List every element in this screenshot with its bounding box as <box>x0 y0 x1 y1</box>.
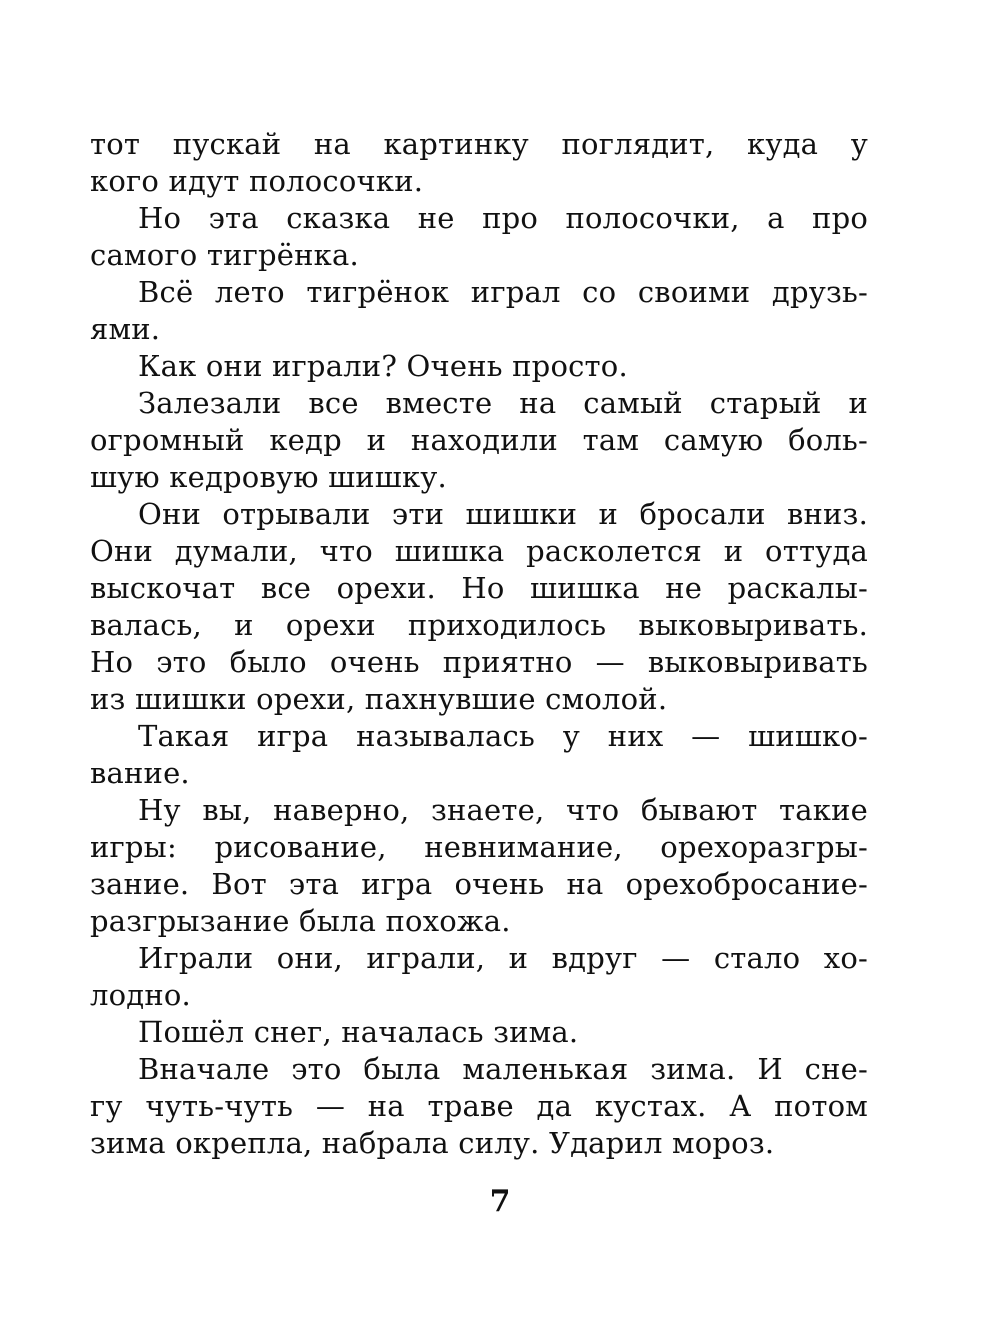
page-number: 7 <box>489 1184 511 1219</box>
text-line: Всё лето тигрёнок играл со своими друзь- <box>138 275 868 309</box>
text-line: огромный кедр и находили там самую боль- <box>90 423 868 457</box>
text-line: кого идут полосочки. <box>90 164 424 198</box>
text-line: самого тигрёнка. <box>90 238 359 272</box>
text-line: выскочат все орехи. Но шишка не раскалы- <box>90 571 868 605</box>
text-line: гу чуть-чуть — на траве да кустах. А потом <box>90 1089 868 1123</box>
text-line: Вначале это была маленькая зима. И сне- <box>138 1052 868 1086</box>
text-line: из шишки орехи, пахнувшие смолой. <box>90 682 668 716</box>
text-line: Но это было очень приятно — выковыривать <box>90 645 868 679</box>
text-line: лодно. <box>90 978 191 1012</box>
text-line: зима окрепла, набрала силу. Ударил мороз. <box>90 1126 775 1160</box>
text-line: тот пускай на картинку поглядит, куда у <box>90 127 868 161</box>
body-text <box>90 126 868 1162</box>
text-line: Залезали все вместе на самый старый и <box>138 386 868 420</box>
text-line: игры: рисование, невнимание, орехоразгры- <box>90 830 868 864</box>
text-line: Как они играли? Очень просто. <box>138 349 628 383</box>
text-line: Они думали, что шишка расколется и оттуда <box>90 534 868 568</box>
text-line: Играли они, играли, и вдруг — стало хо- <box>138 941 868 975</box>
text-line: Пошёл снег, началась зима. <box>138 1015 579 1049</box>
text-line: ями. <box>90 312 161 346</box>
text-line: вание. <box>90 756 190 790</box>
text-line: Но эта сказка не про полосочки, а про <box>138 201 868 235</box>
text-line: Такая игра называлась у них — шишко- <box>138 719 868 753</box>
text-line: Они отрывали эти шишки и бросали вниз. <box>138 497 868 531</box>
text-line: шую кедровую шишку. <box>90 460 447 494</box>
text-line: зание. Вот эта игра очень на орехобросание- <box>90 867 868 901</box>
text-line: Ну вы, наверно, знаете, что бывают такие <box>138 793 868 827</box>
text-line: разгрызание была похожа. <box>90 904 511 938</box>
text-line: валась, и орехи приходилось выковыривать. <box>90 608 868 642</box>
